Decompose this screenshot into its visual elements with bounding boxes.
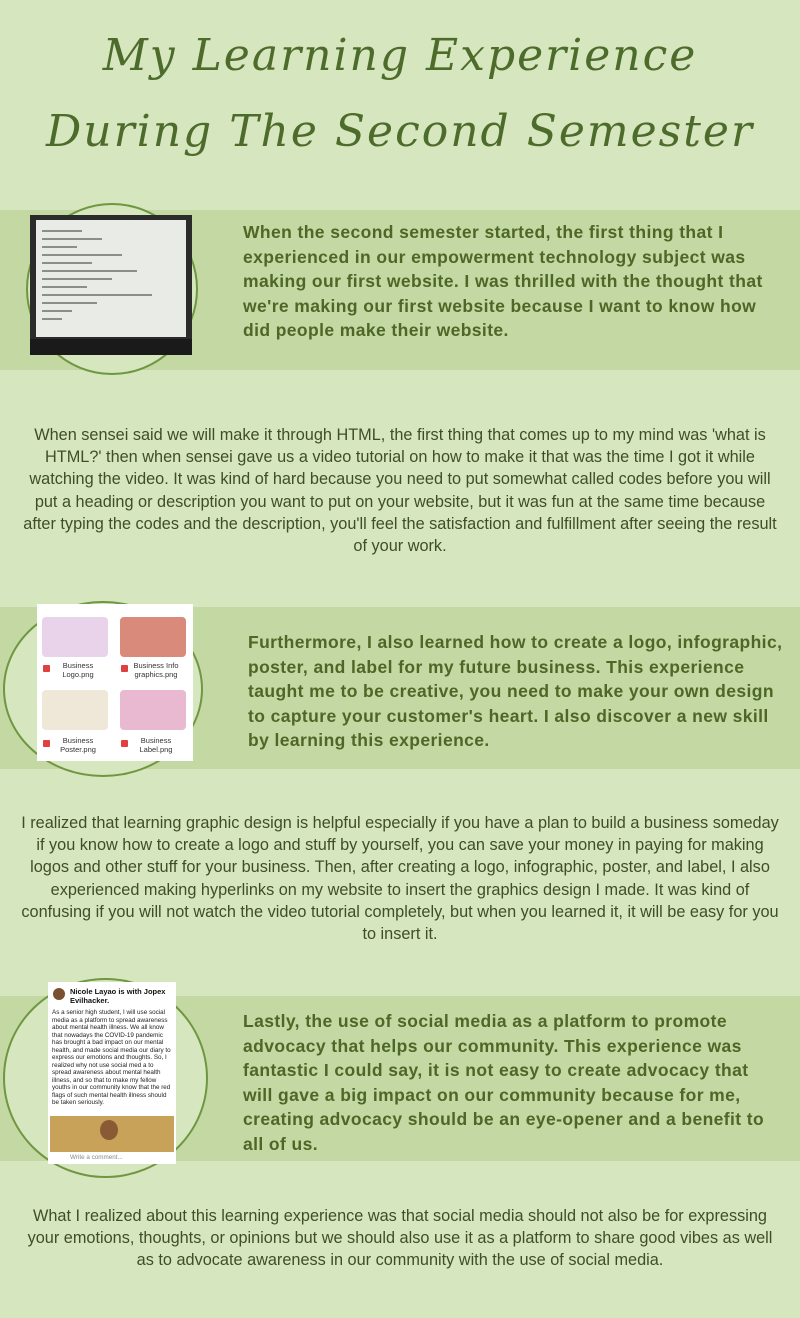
image-file-icon [43, 740, 50, 747]
taskbar [30, 339, 192, 355]
paragraph-2: I realized that learning graphic design is helpful especially if you have a plan to build a business someday if you know how to create a logo and stuff by yourself, you can save your money in paying for making logos and other stuff for your business. Then, after creating a logo, infographic, poster, and label, I also experienced making hyperlinks on my website to insert the graphics design I made. It was kind of confusing if you will not watch the video tutorial completely, but when you learned it, it will be easy for you to insert it. [21, 814, 779, 944]
poster-thumbnail [42, 690, 108, 730]
post-text: As a senior high student, I will use social media as a platform to spread awareness about mental health illness. We all know that nowadays the COVID-19 pandemic has brought a bad impact on our mental health, and made social media our diary to express our emotions and thoughts. So, I realized why not use social med a to spread awareness about mental health illness, and so that to make my fellow youths in our community know that the red flags of such mental health illness should be taken seriously. [52, 1009, 171, 1106]
business-graphics-screenshot [37, 604, 193, 761]
highlight-text-1: When the second semester started, the first thing that I experienced in our empowerment technology subject was making our first website. I was thrilled with the thought that we're making our first website because I want to know how did people make their website. [243, 222, 763, 341]
file-name: Business Poster.png [60, 736, 96, 754]
image-file-icon [121, 665, 128, 672]
page-title-line-1: My Learning Experience [102, 30, 698, 81]
file-name: Business Info graphics.png [133, 661, 179, 679]
highlight-text-2: Furthermore, I also learned how to create a logo, infographic, poster, and label for my future business. This experience taught me to be creative, you need to make your own design to capture your customer's heart. I also discover a new skill by learning this experience. [248, 632, 783, 751]
person-face [100, 1120, 118, 1140]
file-name: Business Logo.png [62, 661, 94, 679]
social-media-post-screenshot [48, 982, 176, 1164]
avatar [53, 988, 65, 1000]
post-photo [50, 1116, 174, 1152]
paragraph-3: What I realized about this learning experience was that social media should not also be for expressing your emotions, thoughts, or opinions but we should also use it as a platform to share good vibes as well as to advocate awareness in our community with the use of social media. [27, 1207, 773, 1270]
paragraph-1: When sensei said we will make it through HTML, the first thing that comes up to my mind was 'what is HTML?' then when sensei gave us a video tutorial on how to make it that was the time I got it while watching the video. It was kind of hard because you need to put somewhat called codes before you will put a heading or description you want to put on your website, but it was fun at the same time because after typing the codes and the description, you'll feel the satisfaction and fulfillment after seeing the result of your work. [23, 426, 777, 556]
website-code-screenshot [30, 215, 192, 355]
laptop-screen [36, 220, 186, 337]
image-file-icon [121, 740, 128, 747]
page-title-line-2: During The Second Semester [45, 106, 754, 157]
file-name: Business Label.png [139, 736, 173, 754]
logo-thumbnail [42, 617, 108, 657]
label-thumbnail [120, 690, 186, 730]
image-file-icon [43, 665, 50, 672]
highlight-text-3: Lastly, the use of social media as a platform to promote advocacy that helps our community. This experience was fantastic I could say, it is not easy to create advocacy that will gave a big impact on our community because for me, creating advocacy should be an eye-opener and a benefit to all of us. [243, 1011, 765, 1154]
post-author: Nicole Layao is with Jopex Evilhacker. [70, 987, 166, 1005]
infographic-thumbnail [120, 617, 186, 657]
comment-input: Write a comment... [70, 1154, 123, 1161]
